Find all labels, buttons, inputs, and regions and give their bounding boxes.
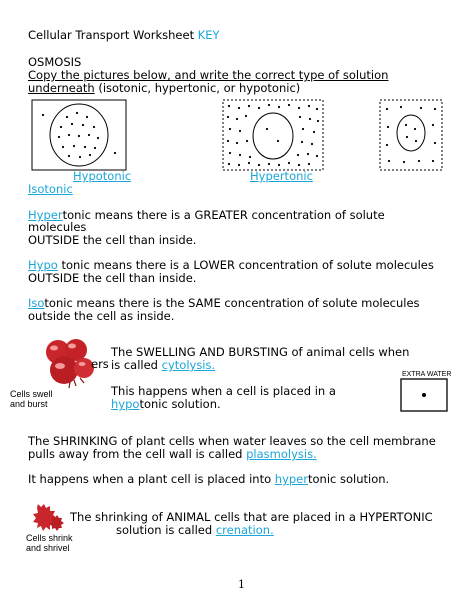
- plasmolysis-line3: [28, 473, 389, 486]
- plasmolysis-line2: [28, 448, 317, 461]
- definition-isotonic-line2: outside the cell as inside.: [28, 309, 175, 323]
- shriveled-cells-image: [30, 500, 66, 534]
- plasmolysis-line1: The SHRINKING of plant cells when water leaves so the cell membrane: [28, 434, 436, 448]
- partially-hidden-text: ers: [91, 357, 109, 371]
- caption-swell-burst: Cells swell and burst: [10, 389, 53, 409]
- plasmolysis-line3-rest: tonic solution.: [307, 472, 390, 486]
- crenation-line1: The shrinking of ANIMAL cells that are placed in a HYPERTONIC: [70, 510, 433, 524]
- answer-hypertonic: Hypertonic: [250, 169, 313, 183]
- cytolysis-line2: [111, 359, 215, 372]
- cytolysis-line4: [111, 398, 221, 411]
- osmosis-instruction-1: Copy the pictures below, and write the correct type of solution: [28, 68, 389, 82]
- worksheet-title: [28, 29, 220, 42]
- instruction-underneath: underneath: [28, 81, 95, 95]
- cytolysis-rest: tonic solution.: [139, 397, 221, 411]
- swollen-cells-image: [40, 336, 98, 390]
- hypo-rest: tonic means there is a LOWER concentration of solute molecules: [57, 258, 434, 272]
- cell-diagram-hypertonic: [222, 99, 324, 171]
- definition-hypertonic-line3: OUTSIDE the cell than inside.: [28, 233, 197, 247]
- plasmolysis-pre: pulls away from the cell wall is called: [28, 447, 247, 461]
- osmosis-instruction-2: [28, 82, 300, 95]
- cytolysis-pre: is called: [111, 358, 162, 372]
- cytolysis-line3: This happens when a cell is placed in a: [111, 384, 336, 398]
- extra-water-label: EXTRA WATER: [402, 371, 452, 378]
- title-key: KEY: [197, 28, 220, 42]
- iso-rest: tonic means there is the SAME concentration of solute molecules: [44, 296, 420, 310]
- osmosis-heading: OSMOSIS: [28, 55, 82, 69]
- hyper-prefix: Hyper: [28, 208, 63, 222]
- cytolysis-line1: The SWELLING AND BURSTING of animal cells when: [111, 345, 410, 359]
- answer-cytolysis: cytolysis.: [161, 358, 216, 372]
- answer-plasmolysis: plasmolysis.: [246, 447, 317, 461]
- answer-hypotonic: Hypotonic: [73, 169, 132, 183]
- crenation-pre: solution is called: [116, 523, 216, 537]
- plasmolysis-hyper-prefix: hyper: [274, 472, 308, 486]
- extra-water-box: [400, 378, 448, 412]
- cell-diagram-isotonic: [379, 99, 443, 171]
- definition-hypertonic-line2: molecules: [28, 220, 87, 234]
- answer-isotonic: Isotonic: [28, 182, 73, 196]
- title-text: Cellular Transport Worksheet: [28, 28, 195, 42]
- caption-shrink-shrivel: Cells shrink and shrivel: [26, 533, 73, 553]
- hypo-prefix: Hypo: [28, 258, 58, 272]
- answer-crenation: crenation.: [215, 523, 274, 537]
- plasmolysis-line3-pre: It happens when a plant cell is placed into: [28, 472, 275, 486]
- instruction-options: (isotonic, hypertonic, or hypotonic): [94, 81, 301, 95]
- hyper-rest: tonic means there is a GREATER concentration of solute: [62, 208, 385, 222]
- cytolysis-hypo-prefix: hypo: [111, 397, 140, 411]
- page-number: 1: [238, 578, 245, 591]
- cell-diagram-hypotonic: [31, 99, 127, 171]
- crenation-line2: [116, 524, 274, 537]
- iso-prefix: Iso: [28, 296, 45, 310]
- definition-hypotonic-line2: OUTSIDE the cell than inside.: [28, 271, 197, 285]
